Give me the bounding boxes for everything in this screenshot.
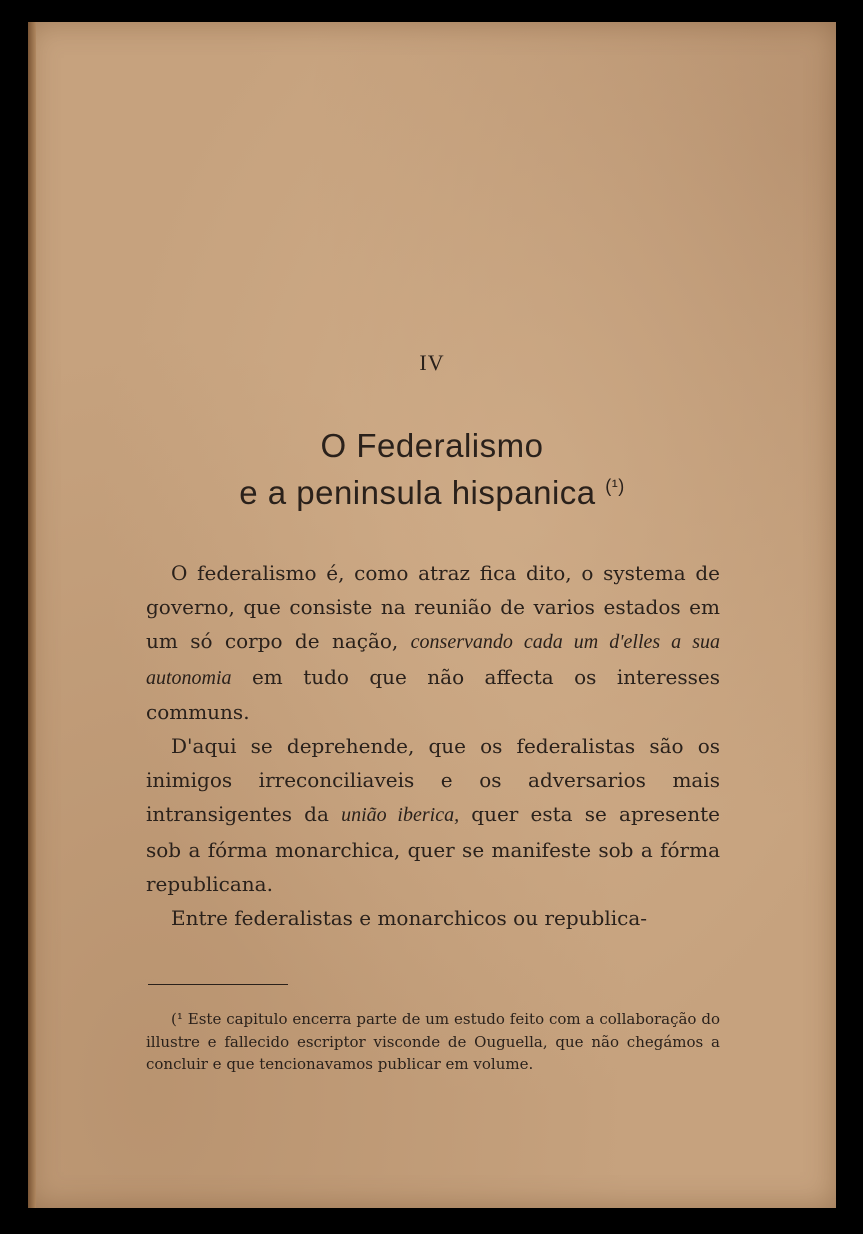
book-page (28, 22, 836, 1208)
page-binding-edge (28, 22, 36, 1208)
footnote (146, 1008, 720, 1076)
footnote-paragraph (146, 1008, 720, 1076)
paragraph-3: Entre federalistas e monarchicos ou republica- (171, 906, 648, 931)
body-text (146, 556, 720, 935)
paragraph-2-text-a: D'aqui se deprehende, que os federalistas são os inimigos irreconciliaveis e os adversarios mais intransigentes da (146, 734, 720, 827)
paragraph-2 (146, 729, 720, 901)
paragraph-1-text-a: O federalismo é, como atraz fica dito, o systema de governo, que consiste na reunião de varios estados em um só corpo de nação, (146, 561, 720, 654)
footnote-rule (148, 984, 288, 985)
chapter-title (28, 426, 836, 513)
chapter-title-line-1: O Federalismo (320, 427, 544, 464)
title-footnote-marker: (¹) (605, 476, 625, 496)
paragraph-1-italic: conservando cada um d'elles a sua autonomia (146, 631, 720, 689)
paragraph-2-italic: união iberica, (341, 804, 460, 827)
paragraph-1 (146, 556, 720, 729)
paragraph-2-text-b: quer esta se apresente sob a fórma monarchica, quer se manifeste sob a fórma republicana. (146, 802, 720, 896)
chapter-number: IV (419, 350, 445, 375)
paragraph-1-text-b: em tudo que não affecta os interesses communs. (146, 664, 720, 724)
chapter-title-line-2-text: e a peninsula hispanica (239, 474, 596, 511)
footnote-marker: (¹ (171, 1010, 183, 1028)
footnote-text: Este capitulo encerra parte de um estudo feito com a collaboração do illustre e fallecido escriptor visconde de Ouguella, que não chegámos a concluir e que tencionavamos publicar em volume. (146, 1010, 720, 1073)
chapter-title-line-2 (28, 466, 836, 513)
